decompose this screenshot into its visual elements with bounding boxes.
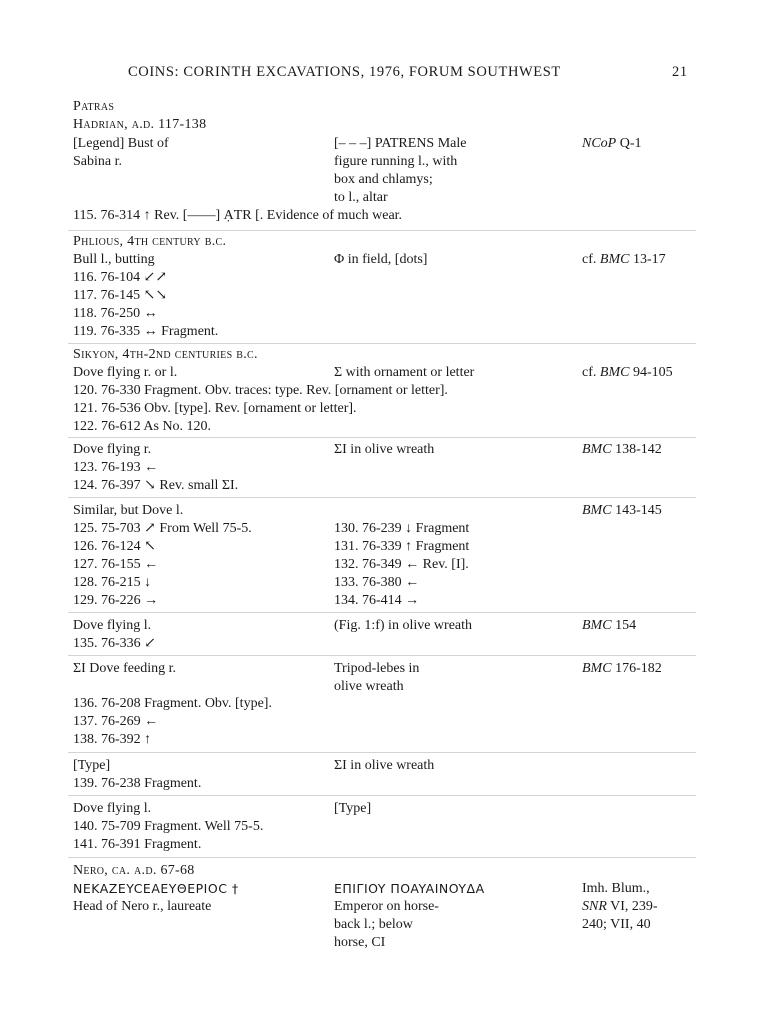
catalog-entry: 133. 76-380 ← — [334, 575, 420, 590]
catalog-entry: 134. 76-414 → — [334, 593, 420, 608]
catalog-entry: 119. 76-335 ↔ Fragment. — [73, 324, 219, 339]
reverse-legend: EΠIΓIOY ΠOAYAINOYΔA — [334, 881, 485, 896]
catalog-entry: 117. 76-145 ↖↘ — [73, 288, 168, 303]
reverse-line: olive wreath — [334, 679, 404, 694]
reference: 240; VII, 40 — [582, 917, 651, 932]
section-divider — [68, 230, 696, 231]
reference: Imh. Blum., — [582, 881, 650, 896]
obverse-line: Bull l., butting — [73, 252, 155, 267]
reference — [582, 617, 636, 635]
page-number: 21 — [672, 64, 688, 80]
obverse-line: Dove flying r. — [73, 442, 152, 457]
reference-number: 13-17 — [629, 252, 666, 267]
reverse-line: ΣI in olive wreath — [334, 442, 435, 457]
catalog-entry: 135. 76-336 ↙ — [73, 636, 156, 651]
obverse-legend: NEKAZEYCEAEYΘEPIOC † — [73, 881, 239, 896]
running-header — [0, 64, 762, 84]
obverse-line: ΣI Dove feeding r. — [73, 661, 177, 676]
section-divider — [68, 752, 696, 753]
section-divider — [68, 612, 696, 613]
section-divider — [68, 857, 696, 858]
reference — [582, 502, 662, 520]
section-divider — [68, 497, 696, 498]
reference-number: 176-182 — [611, 661, 662, 676]
catalog-entry: 137. 76-269 ← — [73, 714, 159, 729]
catalog-entry: 136. 76-208 Fragment. Obv. [type]. — [73, 696, 272, 711]
catalog-entry: 129. 76-226 → — [73, 593, 159, 608]
catalog-entry: 116. 76-104 ↙↗ — [73, 270, 168, 285]
reference — [582, 660, 662, 678]
section-divider — [68, 795, 696, 796]
catalog-entry: 123. 76-193 ← — [73, 460, 159, 475]
reference — [582, 898, 658, 916]
reverse-line: Σ with ornament or letter — [334, 365, 475, 380]
reverse-line: back l.; below — [334, 917, 413, 932]
reference-number: VI, 239- — [606, 899, 658, 914]
reference-italic: BMC — [582, 442, 612, 457]
reference — [582, 364, 673, 382]
catalog-entry: 124. 76-397 ↘ Rev. small ΣI. — [73, 478, 239, 493]
reverse-line: Emperor on horse- — [334, 899, 439, 914]
reverse-line: figure running l., with — [334, 154, 458, 169]
reference-italic: BMC — [582, 503, 612, 518]
obverse-line: Dove flying l. — [73, 618, 152, 633]
ruler-heading-hadrian: Hadrian, a.d. 117-138 — [73, 117, 207, 132]
section-divider — [68, 343, 696, 344]
reverse-line: Tripod-lebes in — [334, 661, 420, 676]
reference-italic: BMC — [599, 252, 630, 267]
reference-italic: BMC — [582, 661, 612, 676]
catalog-entry: 138. 76-392 ↑ — [73, 732, 152, 747]
catalog-entry: 130. 76-239 ↓ Fragment — [334, 521, 470, 536]
obverse-line: Similar, but Dove l. — [73, 503, 184, 518]
reverse-line: [– – –] PATRENS Male — [334, 136, 467, 151]
reference-italic: SNR — [582, 899, 607, 914]
reference — [582, 135, 642, 153]
catalog-entry: 139. 76-238 Fragment. — [73, 776, 202, 791]
running-title: COINS: CORINTH EXCAVATIONS, 1976, FORUM SOUTHWEST — [128, 64, 561, 80]
catalog-entry: 115. 76-314 ↑ Rev. [——] ẠTR [. Evidence of much wear. — [73, 208, 403, 223]
obverse-line: [Type] — [73, 758, 111, 773]
reference-number: 143-145 — [611, 503, 662, 518]
reference — [582, 441, 662, 459]
reverse-line: to l., altar — [334, 190, 388, 205]
catalog-entry: 122. 76-612 As No. 120. — [73, 419, 212, 434]
catalog-entry: 121. 76-536 Obv. [type]. Rev. [ornament or letter]. — [73, 401, 357, 416]
obverse-line: Dove flying l. — [73, 801, 152, 816]
reference-prefix: cf. — [582, 252, 600, 267]
section-divider — [68, 655, 696, 656]
catalog-entry: 128. 76-215 ↓ — [73, 575, 152, 590]
catalog-entry: 120. 76-330 Fragment. Obv. traces: type. Rev. [ornament or letter]. — [73, 383, 448, 398]
catalog-entry: 140. 75-709 Fragment. Well 75-5. — [73, 819, 264, 834]
reference-number: 154 — [611, 618, 637, 633]
reference-prefix: cf. — [582, 365, 600, 380]
section-divider — [68, 437, 696, 438]
reverse-line: Φ in field, [dots] — [334, 252, 428, 267]
section-heading-phlious: Phlious, 4th century b.c. — [73, 234, 227, 249]
reference-italic: NCoP — [582, 136, 617, 151]
reverse-line: horse, CI — [334, 935, 386, 950]
reference-number: 94-105 — [629, 365, 673, 380]
reverse-line: box and chlamys; — [334, 172, 433, 187]
obverse-line: [Legend] Bust of — [73, 136, 169, 151]
reference-italic: BMC — [582, 618, 612, 633]
catalog-entry: 118. 76-250 ↔ — [73, 306, 158, 321]
reference-number: 138-142 — [611, 442, 662, 457]
reverse-line: ΣI in olive wreath — [334, 758, 435, 773]
ruler-heading-nero: Nero, ca. a.d. 67-68 — [73, 863, 195, 878]
section-heading-patras: Patras — [73, 99, 115, 114]
reverse-line: [Type] — [334, 801, 372, 816]
catalog-entry: 127. 76-155 ← — [73, 557, 159, 572]
catalog-entry: 141. 76-391 Fragment. — [73, 837, 202, 852]
catalog-entry: 125. 75-703 ↗ From Well 75-5. — [73, 521, 252, 536]
obverse-line: Dove flying r. or l. — [73, 365, 178, 380]
reference-number: Q-1 — [616, 136, 642, 151]
obverse-line: Sabina r. — [73, 154, 122, 169]
section-heading-sikyon: Sikyon, 4th-2nd centuries b.c. — [73, 347, 258, 362]
catalog-entry: 132. 76-349 ← Rev. [I]. — [334, 557, 469, 572]
obverse-line: Head of Nero r., laureate — [73, 899, 212, 914]
reverse-line: (Fig. 1:f) in olive wreath — [334, 618, 473, 633]
catalog-entry: 131. 76-339 ↑ Fragment — [334, 539, 470, 554]
catalog-entry: 126. 76-124 ↖ — [73, 539, 156, 554]
reference — [582, 251, 666, 269]
reference-italic: BMC — [599, 365, 630, 380]
